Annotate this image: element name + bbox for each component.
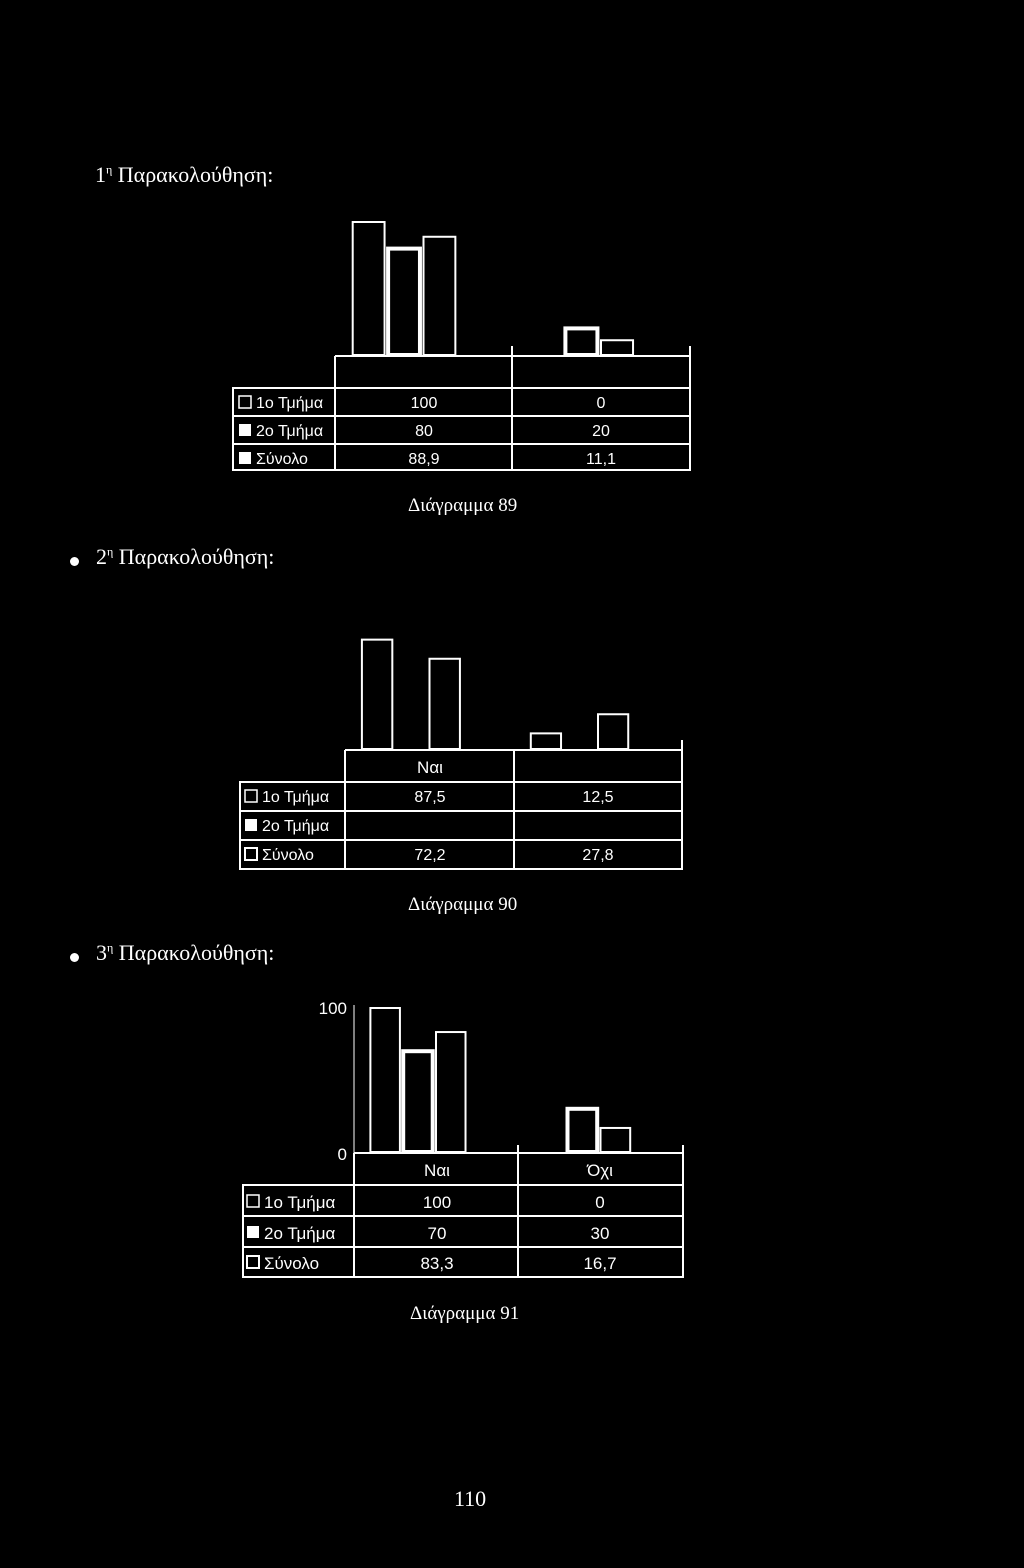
chart-91-cell-2-1: 70	[427, 1224, 447, 1243]
chart-91-ytick-0: 0	[337, 1145, 347, 1164]
chart-91-caption: Διάγραμμα 91	[410, 1303, 520, 1324]
chart-91-cell-3-2: 16,7	[583, 1254, 617, 1273]
chart-90-legend-label-1: 1ο Τμήμα	[262, 789, 330, 806]
chart-91-cell-1-1: 100	[422, 1193, 452, 1212]
heading-2-number: 2	[96, 544, 107, 569]
chart-89-legend-label-2: 2ο Τμήμα	[256, 423, 324, 440]
chart-89-cell-2-1: 80	[415, 423, 433, 440]
chart-89-cell-1-1: 100	[410, 395, 438, 412]
chart-90-caption: Διάγραμμα 90	[408, 894, 518, 915]
chart-89-cell-2-2: 20	[592, 423, 610, 440]
chart-91-bar-s3-c1	[436, 1032, 466, 1152]
chart-91-legend-label-1: 1ο Τμήμα	[264, 1193, 336, 1212]
chart-89-cell-3-2: 11,1	[586, 451, 616, 468]
chart-89-cell-1-2: 0	[596, 395, 606, 412]
chart-90-category-label-1: Ναι	[417, 758, 443, 777]
chart-89-cell-3-1: 88,9	[408, 451, 440, 468]
chart-91-category-label-2: Όχι	[587, 1161, 613, 1180]
heading-1-number: 1	[95, 162, 106, 187]
chart-91-legend-swatch-3	[247, 1256, 259, 1268]
chart-90-legend-label-3: Σύνολο	[262, 847, 314, 864]
heading-2-text: Παρακολούθηση:	[118, 544, 275, 569]
chart-89-legend-label-3: Σύνολο	[256, 451, 308, 468]
chart-90-cell-1-1: 87,5	[414, 789, 446, 806]
chart-89-caption: Διάγραμμα 89	[408, 495, 518, 516]
chart-89-legend-label-1: 1ο Τμήμα	[256, 395, 324, 412]
chart-90-legend-label-2: 2ο Τμήμα	[262, 818, 330, 835]
chart-91-legend-swatch-1	[247, 1195, 259, 1207]
chart-91-legend-label-3: Σύνολο	[264, 1254, 320, 1273]
chart-91-legend-label-2: 2ο Τμήμα	[264, 1224, 336, 1243]
heading-1-text: Παρακολούθηση:	[117, 162, 274, 187]
chart-91-bar-s1-c1	[370, 1008, 400, 1152]
chart-91-bar-s2-c2	[568, 1109, 598, 1152]
heading-3-sup: η	[107, 940, 114, 955]
heading-3-number: 3	[96, 940, 107, 965]
chart-91-cell-3-1: 83,3	[420, 1254, 454, 1273]
chart-91-bar-s2-c1	[403, 1051, 433, 1152]
chart-90-cell-3-1: 72,2	[414, 847, 446, 864]
chart-91-category-label-1: Ναι	[424, 1161, 450, 1180]
chart-90-cell-3-2: 27,8	[582, 847, 614, 864]
heading-2-sup: η	[107, 544, 114, 559]
heading-3-text: Παρακολούθηση:	[118, 940, 275, 965]
chart-90-cell-1-2: 12,5	[582, 789, 614, 806]
heading-1-sup: η	[106, 162, 113, 177]
chart-91-ytick-100: 100	[318, 999, 347, 1018]
chart-91-legend-swatch-2	[247, 1226, 259, 1238]
chart-91-cell-1-2: 0	[595, 1193, 605, 1212]
chart-91-cell-2-2: 30	[590, 1224, 610, 1243]
page-number: 110	[454, 1486, 487, 1511]
chart-91-bar-s3-c2	[601, 1128, 631, 1152]
